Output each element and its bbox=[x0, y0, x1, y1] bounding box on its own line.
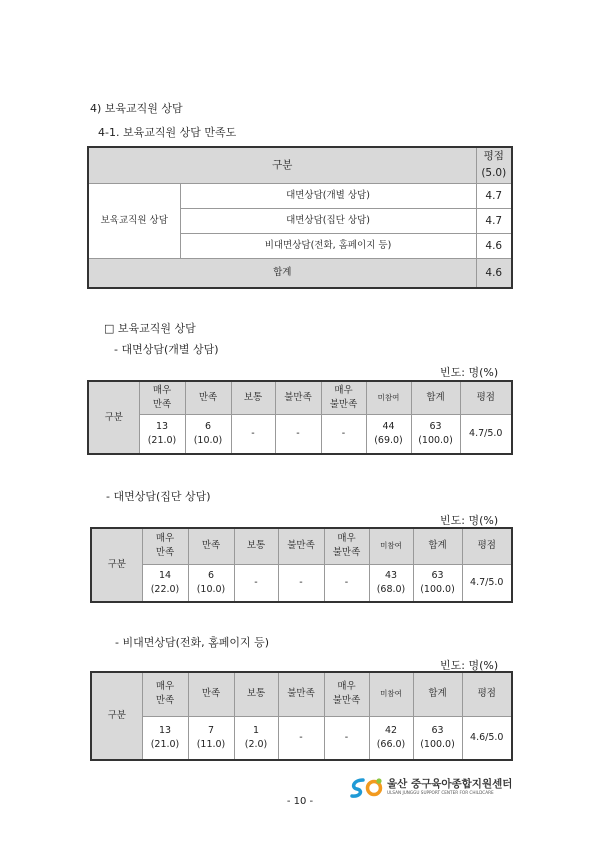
detail-table-1 bbox=[87, 380, 513, 455]
summary-table bbox=[87, 146, 513, 289]
col-header: 미참여 bbox=[369, 672, 413, 716]
table-cell: 42 (66.0) bbox=[369, 716, 413, 760]
page-number: - 10 - bbox=[286, 796, 314, 807]
summary-total-label: 합계 bbox=[88, 258, 476, 288]
col-header: 미참여 bbox=[366, 381, 411, 414]
col-header: 불만족 bbox=[278, 528, 324, 564]
table-cell: 13 (21.0) bbox=[139, 414, 185, 454]
col-header: 불만족 bbox=[275, 381, 321, 414]
table-cell: 63 (100.0) bbox=[413, 716, 462, 760]
col-header: 평점 bbox=[462, 528, 512, 564]
table-cell: - bbox=[278, 564, 324, 602]
summary-total-score: 4.6 bbox=[476, 258, 512, 288]
summary-header-label: 구분 bbox=[88, 147, 476, 183]
table-cell: 14 (22.0) bbox=[142, 564, 188, 602]
summary-item: 대면상담(집단 상담) bbox=[180, 208, 476, 233]
table-cell: - bbox=[324, 564, 369, 602]
summary-header-score: 평점 (5.0) bbox=[476, 147, 512, 183]
table-cell: 4.7/5.0 bbox=[460, 414, 512, 454]
table-cell: - bbox=[275, 414, 321, 454]
col-header: 매우 불만족 bbox=[321, 381, 366, 414]
col-header: 미참여 bbox=[369, 528, 413, 564]
col-header: 만족 bbox=[185, 381, 231, 414]
table-cell: - bbox=[321, 414, 366, 454]
row-label: 구분 bbox=[88, 381, 139, 454]
col-header: 매우 불만족 bbox=[324, 672, 369, 716]
detail-subheading: - 비대면상담(전화, 홈페이지 등) bbox=[115, 636, 270, 649]
col-header: 만족 bbox=[188, 528, 234, 564]
table-cell: - bbox=[231, 414, 275, 454]
table-cell: 7 (11.0) bbox=[188, 716, 234, 760]
row-label: 구분 bbox=[91, 528, 142, 602]
col-header: 보통 bbox=[234, 672, 278, 716]
summary-score: 4.6 bbox=[476, 233, 512, 258]
col-header: 합계 bbox=[413, 528, 462, 564]
col-header: 매우 만족 bbox=[139, 381, 185, 414]
col-header: 불만족 bbox=[278, 672, 324, 716]
table-cell: 63 (100.0) bbox=[413, 564, 462, 602]
table-cell: 44 (69.0) bbox=[366, 414, 411, 454]
summary-item: 대면상담(개별 상담) bbox=[180, 183, 476, 208]
table-cell: - bbox=[278, 716, 324, 760]
section-heading: 4) 보육교직원 상담 bbox=[90, 102, 183, 115]
col-header: 합계 bbox=[413, 672, 462, 716]
table-cell: 13 (21.0) bbox=[142, 716, 188, 760]
detail-subheading: - 대면상담(개별 상담) bbox=[114, 343, 219, 356]
table-cell: 6 (10.0) bbox=[188, 564, 234, 602]
col-header: 만족 bbox=[188, 672, 234, 716]
table-cell: 6 (10.0) bbox=[185, 414, 231, 454]
col-header: 합계 bbox=[411, 381, 460, 414]
col-header: 보통 bbox=[234, 528, 278, 564]
table-cell: - bbox=[324, 716, 369, 760]
col-header: 매우 만족 bbox=[142, 672, 188, 716]
col-header: 매우 만족 bbox=[142, 528, 188, 564]
detail-table-2 bbox=[90, 527, 513, 603]
detail-table-3 bbox=[90, 671, 513, 761]
summary-item: 비대면상담(전화, 홈페이지 등) bbox=[180, 233, 476, 258]
list-heading: □ 보육교직원 상담 bbox=[104, 322, 196, 335]
table-cell: 63 (100.0) bbox=[411, 414, 460, 454]
summary-score: 4.7 bbox=[476, 208, 512, 233]
row-label: 구분 bbox=[91, 672, 142, 760]
col-header: 매우 불만족 bbox=[324, 528, 369, 564]
summary-score: 4.7 bbox=[476, 183, 512, 208]
center-logo-subtitle: ULSAN JUNGGU SUPPORT CENTER FOR CHILDCARE bbox=[387, 790, 494, 795]
table-cell: 4.6/5.0 bbox=[462, 716, 512, 760]
table-cell: - bbox=[234, 564, 278, 602]
detail-subheading: - 대면상담(집단 상담) bbox=[106, 490, 211, 503]
table-cell: 4.7/5.0 bbox=[462, 564, 512, 602]
table-cell: 1 (2.0) bbox=[234, 716, 278, 760]
subsection-heading: 4-1. 보육교직원 상담 만족도 bbox=[98, 126, 237, 139]
summary-group-label: 보육교직원 상담 bbox=[88, 183, 180, 258]
col-header: 평점 bbox=[462, 672, 512, 716]
unit-label: 빈도: 명(%) bbox=[440, 514, 499, 527]
unit-label: 빈도: 명(%) bbox=[440, 659, 499, 672]
unit-label: 빈도: 명(%) bbox=[440, 366, 499, 379]
table-cell: 43 (68.0) bbox=[369, 564, 413, 602]
col-header: 평점 bbox=[460, 381, 512, 414]
center-logo-title: 울산 중구육아종합지원센터 bbox=[387, 778, 513, 790]
col-header: 보통 bbox=[231, 381, 275, 414]
